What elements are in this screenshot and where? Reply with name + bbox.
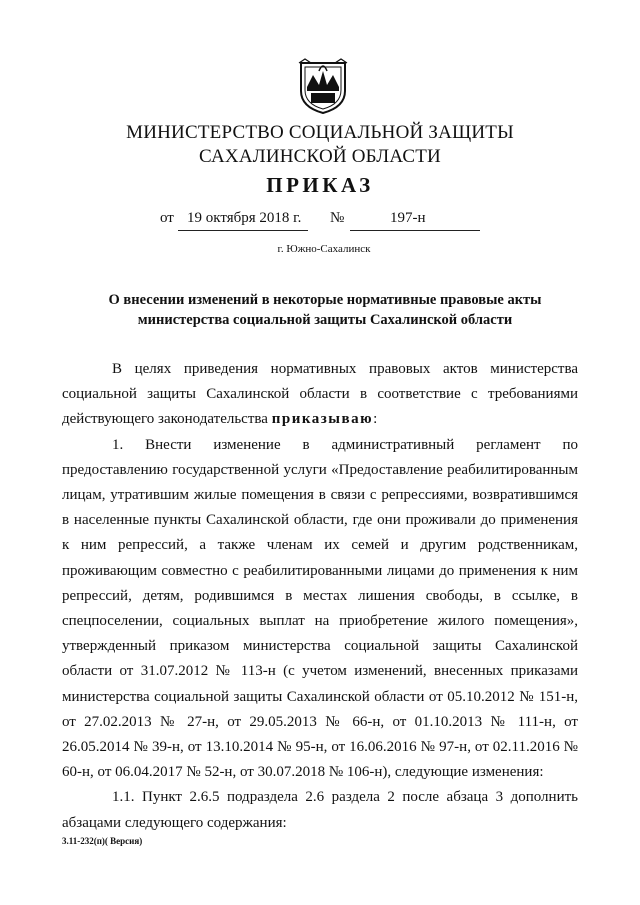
coat-of-arms-icon [297,57,349,115]
title-line2: министерства социальной защиты Сахалинской области [137,312,513,328]
date-prefix: от [160,210,174,226]
preamble-end: : [373,411,378,428]
footer-code: 3.11-232(п)( Версия) [62,836,143,846]
ministry-name [0,121,640,169]
ministry-name-line1: МИНИСТЕРСТВО СОЦИАЛЬНОЙ ЗАЩИТЫ [126,122,514,143]
document-title [60,290,590,330]
document-type: ПРИКАЗ [266,173,374,197]
paragraph-item-1: 1. Внести изменение в административный регламент по предоставлению государственной услуги «Предоставление реабилитированным лицам, утратившим жилые помещения в связи с репрессиями, возвратившимся в населенные пункты Сахалинской области, где они проживали до применения к ним репрессий, а также членам их семей и другим родственникам, проживающим совместно с реабилитированными лицами до применения к ним репрессий, детям, родившимся в местах лишения свободы, в ссылке, в спецпоселении, социальных выплат на приобретение жилого помещения», утвержденный приказом министерства социальной защиты Сахалинской области от 31.07.2012 № 113-н (с учетом изменений, внесенных приказами министерства социальной защиты Сахалинской области от 05.10.2012 № 151-н, от 27.02.2013 № 27-н, от 29.05.2013 № 66-н, от 01.10.2013 № 111-н, от 26.05.2014 № 39-н, от 13.10.2014 № 95-н, от 16.06.2016 № 97-н, от 02.11.2016 № 60-н, от 06.04.2017 № 52-н, от 30.07.2018 № 106-н), следующие изменения: [62,436,578,781]
title-line1: О внесении изменений в некоторые нормативные правовые акты [108,292,542,308]
date-number-line [160,210,490,232]
number-sign: № [330,210,345,226]
document-body [62,357,578,836]
city: г. Южно-Сахалинск [277,243,371,255]
order-word: приказываю [271,411,374,428]
ministry-name-line2: САХАЛИНСКОЙ ОБЛАСТИ [199,146,441,167]
paragraph-preamble [62,357,578,433]
paragraph-item-1-1: 1.1. Пункт 2.6.5 подраздела 2.6 раздела 2 после абзаца 3 дополнить абзацами следующего содержания: [62,789,578,831]
number-underline [350,230,480,231]
document-number: 197-н [390,210,426,226]
document-date: 19 октября 2018 г. [187,210,302,226]
preamble-text: В целях приведения нормативных правовых актов министерства социальной защиты Сахалинской области в соответствие с требованиями действующего законодательства [62,361,578,428]
date-underline [178,230,308,231]
